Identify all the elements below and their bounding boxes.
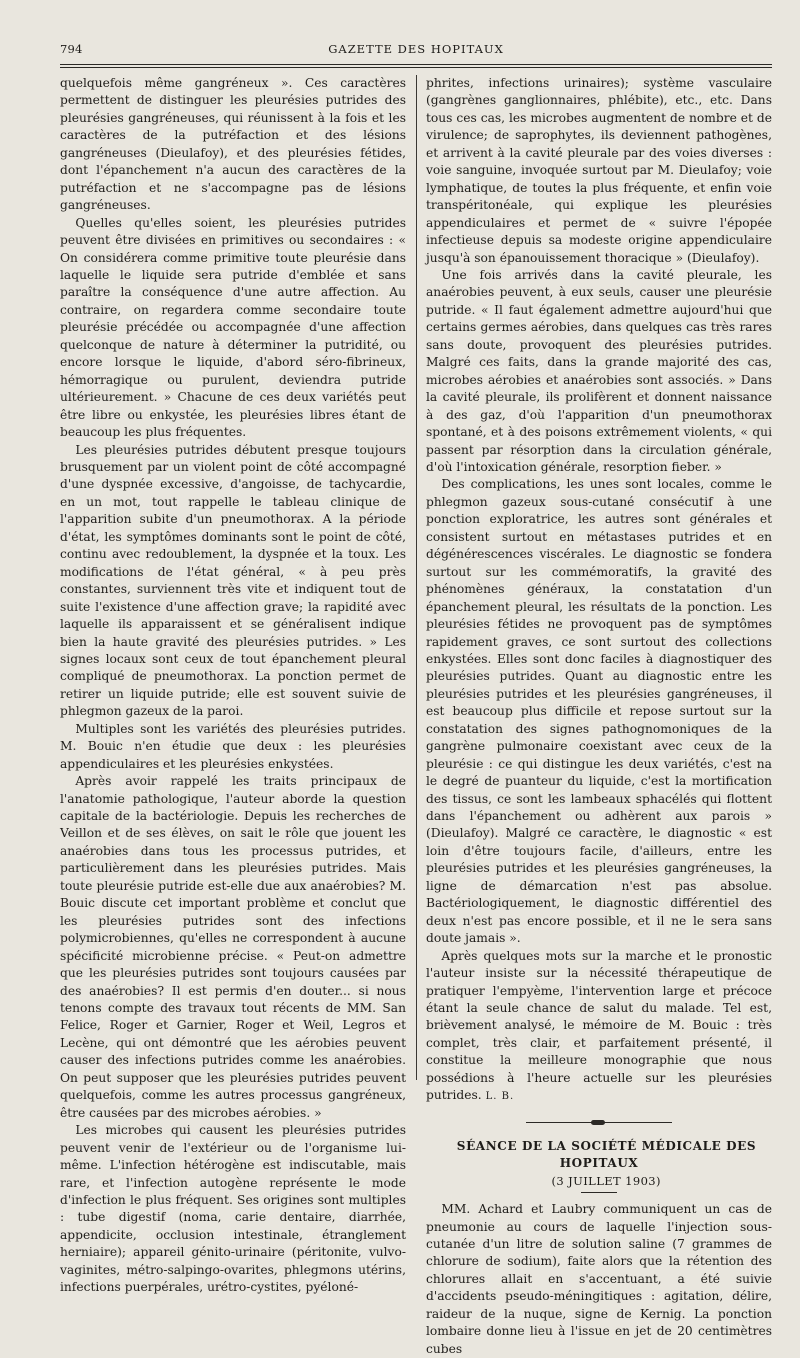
left-column	[60, 75, 406, 1295]
paragraph: Multiples sont les variétés des pleurésies putrides. M. Bouic n'en étudie que deux : les pleurésies appendiculaires et les pleurésies enkystées.	[60, 721, 406, 771]
column-divider	[416, 75, 417, 1080]
section-heading: SÉANCE DE LA SOCIÉTÉ MÉDICALE DES HOPITAUX	[456, 1138, 757, 1171]
page-header	[60, 38, 772, 62]
paragraph: Après avoir rappelé les traits principaux de l'anatomie pathologique, l'auteur aborde la question capitale de la bactériologie. Depuis les recherches de Veillon et de ses élèves, on sait le rôle que jouent les anaérobies dans tous les processus putrides, et particulièrement dans les pleurésies putrides. Mais toute pleurésie putride est-elle due aux anaérobies? M. Bouic discute cet important problème et conclut que les pleurésies putrides sont des infections polymicrobiennes, qu'elles ne correspondent à aucune spécificité microbienne précise. « Peut-on admettre que les pleurésies putrides sont toujours causées par des anaérobies? Il est permis d'en douter... si nous tenons compte des travaux tout récents de MM. San Felice, Roger et Garnier, Roger et Weil, Legros et Lecène, qui ont démontré que les aérobies peuvent causer des infections putrides comme les anaérobies. On peut supposer que les pleurésies putrides peuvent quelquefois, comme les autres processus gangréneux, être causées par des microbes aérobies. »	[60, 774, 406, 1120]
paragraph: Quelles qu'elles soient, les pleurésies putrides peuvent être divisées en primitives ou secondaires : « On considérera comme primitive toute pleurésie dans laquelle le liquide sera putride d'emblée et sans paraître la conséquence d'une autre affection. Au contraire, on regardera comme secondaire toute pleurésie précédée ou accompagnée d'une affection quelconque de nature à déterminer la putridité, ou encore lorsque le liquide, d'abord séro-fibrineux, hémorragique ou purulent, deviendra putride ultérieurement. » Chacune de ces deux variétés peut être libre ou enkystée, les pleurésies libres étant de beaucoup les plus fréquentes.	[60, 215, 406, 440]
section-date: (3 JUILLET 1903)	[551, 1173, 661, 1188]
paragraph: quelquefois même gangréneux ». Ces caractères permettent de distinguer les pleurésies putrides des pleurésies gangréneuses, qui réunissent à la fois et les caractères de la putréfaction et des lésions gangréneuses (Dieulafoy), et des pleurésies fétides, dont l'épanchement n'a aucun des caractères de la putréfaction et ne s'accompagne pas de lésions gangréneuses.	[60, 76, 406, 213]
paragraph-text: Après quelques mots sur la marche et le pronostic l'auteur insiste sur la nécessité thérapeutique de pratiquer l'empyème, l'intervention large et précoce étant la seule chance de salut du malade. Tel est, brièvement analysé, le mémoire de M. Bouic : très complet, très clair, et parfaitement présenté, il constitue la meilleure monographie que nous possédions à l'heure actuelle sur les pleurésies putrides.	[426, 948, 772, 1103]
right-column	[426, 75, 772, 1356]
section-paragraph: MM. Achard et Laubry communiquent un cas de pneumonie au cours de laquelle l'injection sous-cutanée d'un litre de solution saline (7 grammes de chlorure de sodium), faite alors que la rétention des chlorures allait en s'accentuant, a été suivie d'accidents pseudo-méningitiques : agitation, délire, raideur de la nuque, signe de Kernig. La ponction lombaire donne lieu à l'issue en jet de 20 centimètres cubes	[426, 1202, 772, 1356]
paragraph: Des complications, les unes sont locales, comme le phlegmon gazeux sous-cutané consécutif à une ponction exploratrice, les autres sont générales et consistent surtout en métastases putrides et en dégénérescences viscérales. Le diagnostic se fondera surtout sur les commémoratifs, la gravité des phénomènes généraux, la constatation d'un épanchement pleural, les résultats de la ponction. Les pleurésies fétides ne provoquent pas de symptômes rapidement graves, ce sont surtout des collections enkystées. Elles sont donc faciles à diagnostiquer des pleurésies putrides. Quant au diagnostic entre les pleurésies putrides et les pleurésies gangréneuses, il est beaucoup plus difficile et repose surtout sur la constatation des signes pathognomoniques de la gangrène pulmonaire coexistant avec ceux de la pleurésie : ce qui distingue les deux variétés, c'est na le degré de puanteur du liquide, c'est la mortification des tissus, ce sont les lambeaux sphacélés qui flottent dans l'épanchement ou adhèrent aux parois » (Dieulafoy). Malgré ce caractère, le diagnostic « est loin d'être toujours facile, d'ailleurs, entre les pleurésies putrides et les pleurésies gangréneuses, la ligne de démarcation n'est pas absolue. Bactériologiquement, le diagnostic différentiel des deux n'est pas encore possible, et il ne le sera sans doute jamais ».	[426, 477, 772, 946]
page-number: 794	[60, 42, 83, 56]
header-rule-top	[60, 64, 772, 65]
author-signature: L. B.	[485, 1091, 515, 1103]
section-ornament	[426, 1118, 772, 1128]
ornament-dot	[591, 1120, 605, 1125]
paragraph	[426, 948, 772, 1106]
paragraph: phrites, infections urinaires); système vasculaire (gangrènes ganglionnaires, phlébite), etc., etc. Dans tous ces cas, les microbes augmentent de nombre et de virulence; de saprophytes, ils deviennent pathogènes, et arrivent à la cavité pleurale par des voies diverses : voie sanguine, invoquée surtout par M. Dieulafoy; voie lymphatique, de toutes la plus fréquente, et enfin voie transpéritonéale, qui explique les pleurésies appendiculaires et permet de « suivre l'épopée infectieuse depuis sa modeste origine appendiculaire jusqu'à son épanouissement thoracique » (Dieulafoy).	[426, 76, 772, 265]
paragraph: Les pleurésies putrides débutent presque toujours brusquement par un violent point de côté accompagné d'une dyspnée excessive, d'angoisse, de tachycardie, en un mot, tout rappelle le tableau clinique de l'apparition subite d'un pneumothorax. A la période d'état, les symptômes dominants sont le point de côté, continu avec redoublement, la dyspnée et la toux. Les modifications de l'état général, « à peu près constantes, surviennent très vite et indiquent tout de suite l'existence d'une affection grave; la rapidité avec laquelle ils apparaissent et se généralisent indique bien la haute gravité des pleurésies putrides. » Les signes locaux sont ceux de tout épanchement pleural compliqué de pneumothorax. La ponction permet de retirer un liquide putride; elle est souvent suivie de phlegmon gazeux de la paroi.	[60, 442, 406, 719]
paragraph: Une fois arrivés dans la cavité pleurale, les anaérobies peuvent, à eux seuls, causer une pleurésie putride. « Il faut également admettre aujourd'hui que certains germes aérobies, dans quelques cas très rares sans doute, provoquent des pleurésies putrides. Malgré ces faits, dans la grande majorité des cas, microbes aérobies et anaérobies sont associés. » Dans la cavité pleurale, ils prolifèrent et donnent naissance à des gaz, d'où l'apparition d'un pneumothorax spontané, et à des poisons extrêmement violents, « qui passent par résorption dans la circulation générale, d'où l'intoxication générale, resorption fieber. »	[426, 267, 772, 474]
section-rule	[581, 1192, 617, 1193]
paragraph: Les microbes qui causent les pleurésies putrides peuvent venir de l'extérieur ou de l'organisme lui-même. L'infection hétérogène est indiscutable, mais rare, et l'infection autogène représente le mode d'infection le plus fréquent. Ses origines sont multiples : tube digestif (noma, carie dentaire, diarrhée, appendicite, occlusion intestinale, étranglement herniaire); appareil génito-urinaire (péritonite, vulvo-vaginites, métro-salpingo-ovarites, phlegmons utérins, infections puerpérales, urétro-cystites, pyéloné-	[60, 1123, 406, 1295]
header-rule-bottom	[60, 67, 772, 68]
publication-title: GAZETTE DES HOPITAUX	[328, 42, 504, 56]
